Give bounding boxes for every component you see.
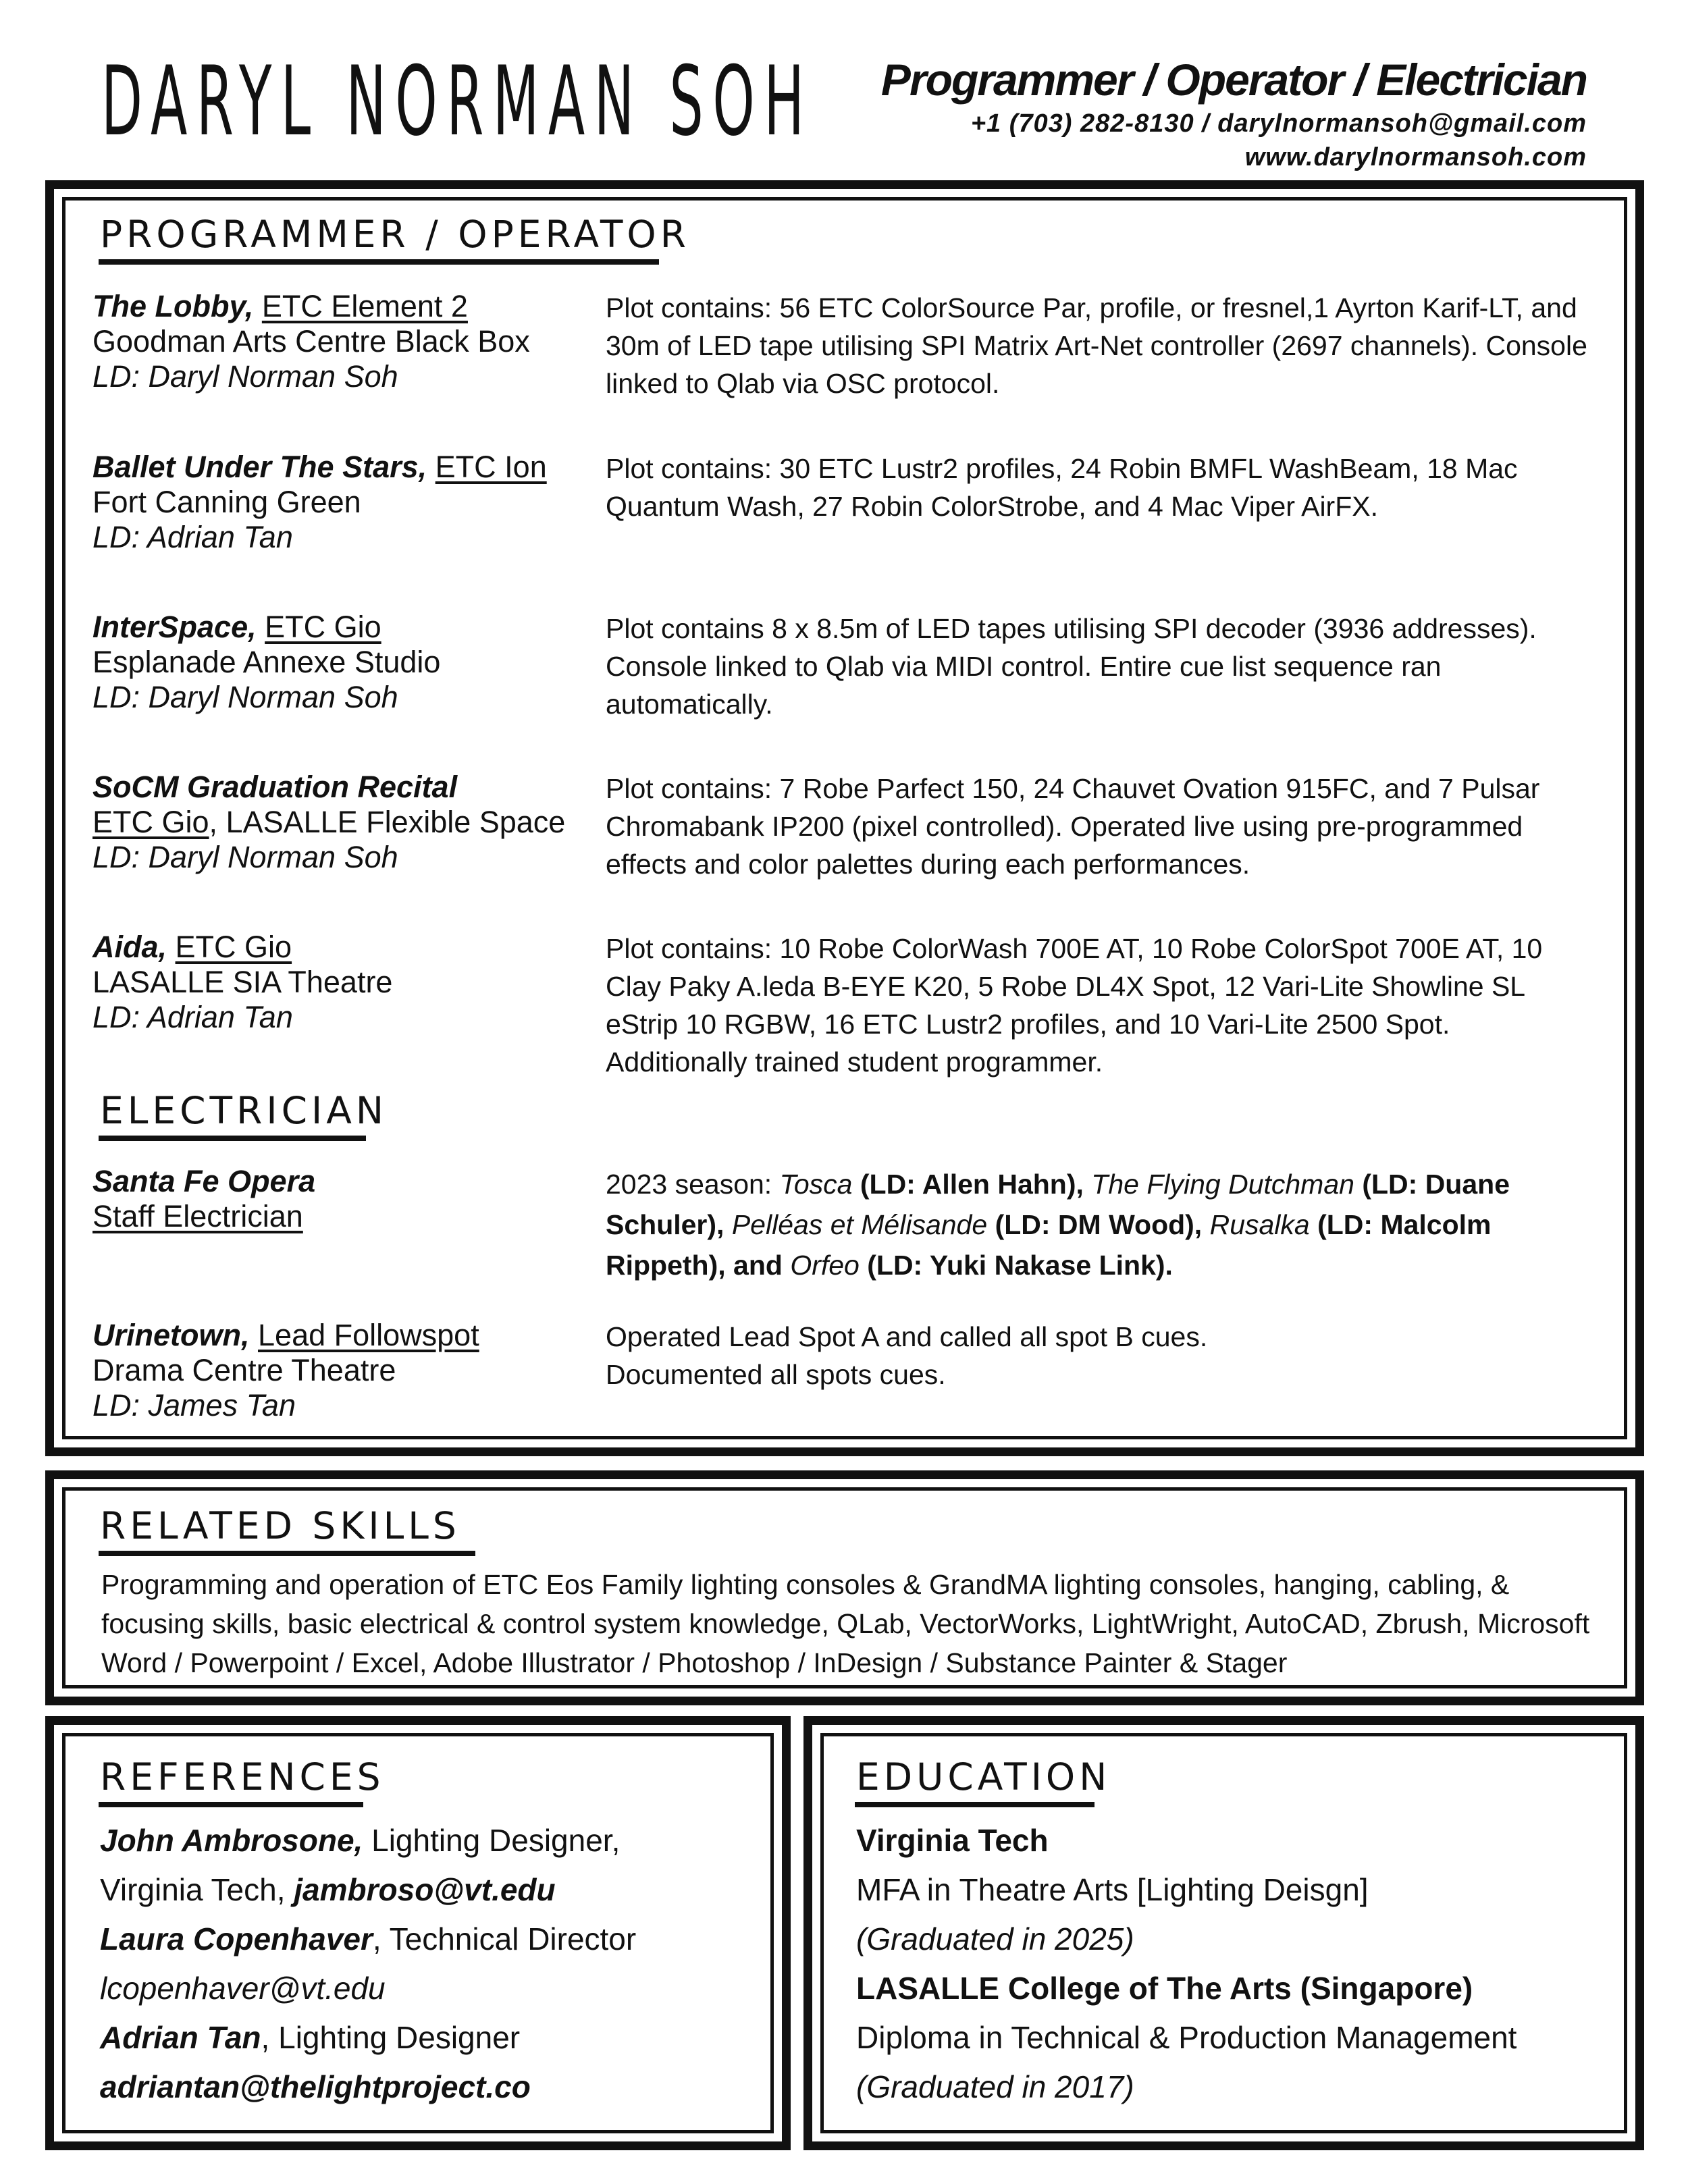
- header-contact-block: [881, 53, 1587, 174]
- show-title: Ballet Under The Stars,: [93, 450, 427, 484]
- ref3-name: Adrian Tan: [100, 2020, 261, 2055]
- show-title: SoCM Graduation Recital: [93, 770, 458, 804]
- ref2-name: Laura Copenhaver: [100, 1921, 373, 1956]
- venue: Esplanade Annexe Studio: [93, 645, 441, 679]
- employer: Santa Fe Opera: [93, 1164, 316, 1198]
- venue: , LASALLE Flexible Space: [209, 805, 566, 839]
- entry-ballet-description: Plot contains: 30 ETC Lustr2 profiles, 24 Robin BMFL WashBeam, 18 Mac Quantum Wash, 27 Robin ColorStrobe, and 4 Mac Viper AirFX.: [606, 453, 1518, 522]
- show-flying-dutchman: The Flying Dutchman: [1091, 1169, 1354, 1200]
- phone-email: +1 (703) 282-8130 / darylnormansoh@gmail.com: [970, 109, 1587, 138]
- show-pelleas: Pelléas et Mélisande: [731, 1209, 988, 1240]
- position: Staff Electrician: [93, 1199, 303, 1233]
- lighting-designer: LD: James Tan: [93, 1388, 296, 1422]
- console-name: ETC Gio: [265, 610, 381, 644]
- entry-aida-description: Plot contains: 10 Robe ColorWash 700E AT, 10 Robe ColorSpot 700E AT, 10 Clay Paky A.leda B-EYE K20, 5 Robe DL4X Spot, 12 Vari-Lite Showline SL eStrip 10 RGBW, 16 ETC Lustr2 profiles, and 10 Vari-Lite 2500 Spot. Additionally trained student programmer.: [606, 933, 1543, 1077]
- entry-santa-fe: [93, 1164, 592, 1234]
- ref1-name: John Ambrosone,: [100, 1823, 363, 1858]
- ld-pelleas: (LD: DM Wood),: [987, 1209, 1210, 1240]
- console-name: ETC Ion: [435, 450, 547, 484]
- school-2: LASALLE College of The Arts (Singapore): [856, 1971, 1473, 2006]
- programmer-heading: PROGRAMMER / OPERATOR: [100, 213, 690, 256]
- entry-ballet: [93, 450, 592, 555]
- ref1-email[interactable]: jambroso@vt.edu: [294, 1872, 556, 1907]
- electrician-heading: ELECTRICIAN: [100, 1089, 388, 1132]
- skills-heading: RELATED SKILLS: [100, 1504, 460, 1547]
- entry-interspace-description: Plot contains 8 x 8.5m of LED tapes utilising SPI decoder (3936 addresses). Console linked to Qlab via MIDI control. Entire cue list sequence ran automatically.: [606, 613, 1537, 720]
- ref2-email[interactable]: lcopenhaver@vt.edu: [100, 1971, 386, 2006]
- ld-orfeo: (LD: Yuki Nakase Link).: [859, 1250, 1173, 1281]
- show-tosca: Tosca: [779, 1169, 853, 1200]
- urinetown-line-1: Operated Lead Spot A and called all spot B cues.: [606, 1321, 1208, 1352]
- degree-2: Diploma in Technical & Production Management: [856, 2020, 1517, 2055]
- graduation-2: (Graduated in 2017): [856, 2069, 1134, 2104]
- entry-lobby-description: Plot contains: 56 ETC ColorSource Par, profile, or fresnel,1 Ayrton Karif-LT, and 30m of LED tape utilising SPI Matrix Art-Net controller (2697 channels). Console linked to Qlab via OSC protocol.: [606, 292, 1587, 399]
- references-heading-rule: [99, 1802, 363, 1807]
- entry-urinetown: [93, 1318, 592, 1423]
- position: Lead Followspot: [258, 1318, 479, 1352]
- lighting-designer: LD: Adrian Tan: [93, 520, 293, 554]
- education-heading: EDUCATION: [856, 1755, 1111, 1799]
- entry-santa-fe-description: [606, 1164, 1591, 1285]
- degree-1: MFA in Theatre Arts [Lighting Deisgn]: [856, 1872, 1369, 1907]
- entry-lobby: [93, 289, 592, 394]
- console-name: ETC Gio: [175, 930, 292, 964]
- job-titles: Programmer / Operator / Electrician: [880, 55, 1587, 105]
- show-orfeo: Orfeo: [790, 1250, 860, 1281]
- ld-flying-dutchman: (LD: Duane Schuler),: [606, 1169, 1510, 1240]
- ref2-role: , Technical Director: [372, 1921, 637, 1956]
- entry-interspace: [93, 610, 592, 715]
- entry-aida: [93, 930, 592, 1035]
- ref3-role: , Lighting Designer: [261, 2020, 521, 2055]
- references-list: [100, 1816, 636, 2112]
- season-label: 2023 season:: [606, 1169, 780, 1200]
- resume-name: DARYL NORMAN SOH: [101, 46, 814, 157]
- show-title: Urinetown,: [93, 1318, 250, 1352]
- programmer-heading-rule: [99, 259, 659, 265]
- ref1-role: Lighting Designer,: [363, 1823, 621, 1858]
- venue: Goodman Arts Centre Black Box: [93, 324, 530, 358]
- venue: Fort Canning Green: [93, 485, 361, 519]
- education-list: [856, 1816, 1516, 2112]
- lighting-designer: LD: Daryl Norman Soh: [93, 680, 398, 714]
- show-title: The Lobby,: [93, 289, 254, 323]
- graduation-1: (Graduated in 2025): [856, 1921, 1134, 1956]
- lighting-designer: LD: Daryl Norman Soh: [93, 359, 398, 394]
- venue: Drama Centre Theatre: [93, 1353, 396, 1387]
- school-1: Virginia Tech: [856, 1823, 1049, 1858]
- lighting-designer: LD: Daryl Norman Soh: [93, 840, 398, 874]
- website-link[interactable]: www.darylnormansoh.com: [1244, 143, 1587, 171]
- ld-tosca: (LD: Allen Hahn),: [852, 1169, 1092, 1200]
- ref3-email[interactable]: adriantan@thelightproject.co: [100, 2069, 531, 2104]
- console-name: ETC Element 2: [261, 289, 468, 323]
- urinetown-line-2: Documented all spots cues.: [606, 1359, 946, 1390]
- show-rusalka: Rusalka: [1209, 1209, 1310, 1240]
- ld-rusalka: (LD: Malcolm Rippeth), and: [606, 1209, 1492, 1281]
- skills-heading-rule: [99, 1551, 475, 1556]
- show-title: InterSpace,: [93, 610, 257, 644]
- ref1-org: Virginia Tech,: [100, 1872, 294, 1907]
- entry-urinetown-description: [606, 1318, 1591, 1393]
- venue: LASALLE SIA Theatre: [93, 965, 393, 999]
- skills-text: Programming and operation of ETC Eos Family lighting consoles & GrandMA lighting consoles, hanging, cabling, & focusing skills, basic electrical & control system knowledge, QLab, VectorWorks, LightWright, AutoCAD, Zbrush, Microsoft Word / Powerpoint / Excel, Adobe Illustrator / Photoshop / InDesign / Substance Painter & Stager: [101, 1569, 1590, 1678]
- electrician-heading-rule: [99, 1136, 366, 1141]
- show-title: Aida,: [93, 930, 167, 964]
- references-heading: REFERENCES: [100, 1755, 385, 1799]
- entry-socm-description: Plot contains: 7 Robe Parfect 150, 24 Chauvet Ovation 915FC, and 7 Pulsar Chromabank IP200 (pixel controlled). Operated live using pre-programmed effects and color palettes during each performances.: [606, 773, 1540, 880]
- entry-socm: [93, 770, 592, 875]
- education-heading-rule: [855, 1802, 1094, 1807]
- console-name: ETC Gio: [93, 805, 209, 839]
- lighting-designer: LD: Adrian Tan: [93, 1000, 293, 1034]
